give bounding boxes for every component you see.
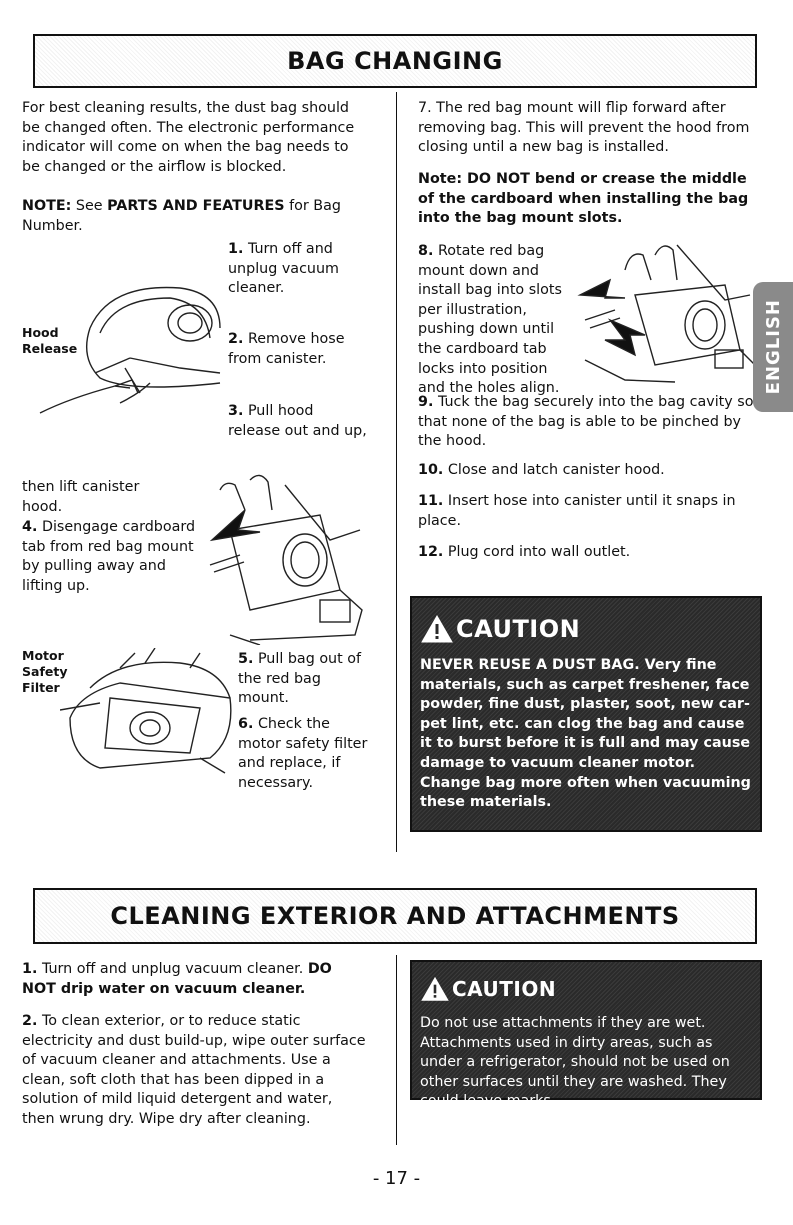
- step-8-number: 8.: [418, 243, 434, 259]
- step-1-number: 1.: [228, 241, 244, 257]
- note-label: NOTE:: [22, 198, 72, 214]
- warning-triangle-icon: [420, 614, 454, 644]
- step-11: [418, 492, 758, 531]
- step-2-number: 2.: [228, 331, 244, 347]
- note-2-paragraph: [418, 170, 758, 229]
- cleaning-step-2-text: To clean exterior, or to reduce static electricity and dust build-up, wipe outer surface of vacuum cleaner and attachments. Use a clean, soft cloth that has been dipped in a solution of mild liquid detergent and water, then wrung dry. Wipe dry after cleaning.: [22, 1013, 366, 1127]
- step-3-number: 3.: [228, 403, 244, 419]
- warning-triangle-icon: [420, 976, 450, 1002]
- note-2-label: Note:: [418, 171, 463, 187]
- hood-label-line-1: Hood: [22, 325, 59, 340]
- language-tab-label: ENGLISH: [762, 299, 784, 395]
- step-4-text: Disengage cardboard tab from red bag mount by pulling away and lifting up.: [22, 519, 196, 594]
- caution-2-body: Do not use attachments if they are wet. Attachments used in dirty areas, such as under a refrigerator, should not be used on other surfaces until they are washed. They could leave marks.: [420, 1015, 730, 1110]
- column-divider-bottom: [396, 955, 397, 1145]
- page-number: - 17 -: [372, 1168, 421, 1189]
- motor-filter-illustration: [60, 648, 235, 778]
- motor-label-line-2: Safety: [22, 664, 68, 679]
- step-3-text: Pull hood release out and up,: [228, 403, 367, 439]
- cleaning-step-1: [22, 960, 367, 999]
- step-4: [22, 518, 197, 596]
- cleaning-step-1-warning: DO NOT drip water on vacuum cleaner.: [22, 961, 332, 997]
- step-3-continued: then lift canister hood.: [22, 479, 140, 515]
- caution-title: CAUTION: [456, 615, 581, 643]
- step-11-number: 11.: [418, 493, 444, 509]
- cleaning-step-2-number: 2.: [22, 1013, 38, 1029]
- step-12-text: Plug cord into wall outlet.: [447, 544, 631, 560]
- step-11-text: Insert hose into canister until it snaps in place.: [418, 493, 736, 529]
- step-8: [418, 242, 574, 399]
- step-1-text: Turn off and unplug vacuum cleaner.: [228, 241, 339, 297]
- caution-box-attachments: [410, 960, 762, 1110]
- step-5-number: 5.: [238, 651, 254, 667]
- note-rest: for Bag Number.: [22, 198, 341, 234]
- section-banner-cleaning: [33, 888, 757, 944]
- caution-box-bag: [410, 596, 762, 832]
- note-parts-link: PARTS AND FEATURES: [107, 198, 285, 214]
- step-5-text: Pull bag out of the red bag mount.: [238, 651, 362, 707]
- step-10: [418, 461, 758, 481]
- motor-label-line-1: Motor: [22, 648, 64, 663]
- step-5: [238, 650, 368, 709]
- step-8-text: Rotate red bag mount down and install bag into slots per illustration, pushing down until the cardboard tab locks into position and the holes align.: [418, 243, 562, 397]
- caution-heading: [420, 614, 752, 644]
- cleaning-step-2: [22, 1012, 367, 1130]
- section-title: BAG CHANGING: [287, 47, 503, 75]
- note-paragraph: [22, 197, 360, 236]
- caution-body: Very fine materials, such as carpet freshener, face powder, fine dust, plaster, soot, new carpet lint, etc. can clog the bag and cause it to burst before it is full and may cause damage to vacuum cleaner motor. Change bag more often when vacuuming these materials.: [420, 657, 751, 811]
- step-4-number: 4.: [22, 519, 38, 535]
- language-tab-english: [753, 282, 793, 412]
- caution-2-heading: [420, 976, 752, 1002]
- step-9: [418, 393, 758, 452]
- install-bag-illustration: [565, 240, 755, 390]
- step-3: [228, 402, 368, 441]
- cleaning-step-1-number: 1.: [22, 961, 38, 977]
- column-divider-top: [396, 92, 397, 852]
- note-2-text: DO NOT bend or crease the middle of the cardboard when installing the bag into the bag mount slots.: [418, 171, 749, 227]
- step-2: [228, 330, 358, 369]
- step-10-text: Close and latch canister hood.: [447, 462, 665, 478]
- step-12: [418, 543, 758, 563]
- caution-lead: NEVER REUSE A DUST BAG.: [420, 657, 640, 673]
- step-9-text: Tuck the bag securely into the bag cavity so that none of the bag is able to be pinched by the hood.: [418, 394, 754, 450]
- intro-paragraph: For best cleaning results, the dust bag should be changed often. The electronic performance indicator will come on when the bag needs to be changed or the airflow is blocked.: [22, 100, 355, 175]
- hood-release-label: [22, 325, 77, 357]
- step-7: 7. The red bag mount will flip forward after removing bag. This will prevent the hood from closing until a new bag is installed.: [418, 100, 750, 156]
- step-6: [238, 715, 373, 793]
- step-2-text: Remove hose from canister.: [228, 331, 345, 367]
- step-6-number: 6.: [238, 716, 254, 732]
- caution-2-title: CAUTION: [452, 977, 557, 1001]
- caution-text: [420, 656, 752, 813]
- step-1: [228, 240, 358, 299]
- section-2-title: CLEANING EXTERIOR AND ATTACHMENTS: [110, 902, 680, 930]
- motor-label-line-3: Filter: [22, 680, 60, 695]
- cleaning-step-1-text: Turn off and unplug vacuum cleaner.: [41, 961, 304, 977]
- section-banner-bag-changing: [33, 34, 757, 88]
- step-10-number: 10.: [418, 462, 444, 478]
- step-6-text: Check the motor safety filter and replace, if necessary.: [238, 716, 368, 791]
- step-12-number: 12.: [418, 544, 444, 560]
- hood-label-line-2: Release: [22, 341, 78, 356]
- bag-mount-illustration: [190, 470, 370, 645]
- step-9-number: 9.: [418, 394, 434, 410]
- note-see: See: [75, 198, 103, 214]
